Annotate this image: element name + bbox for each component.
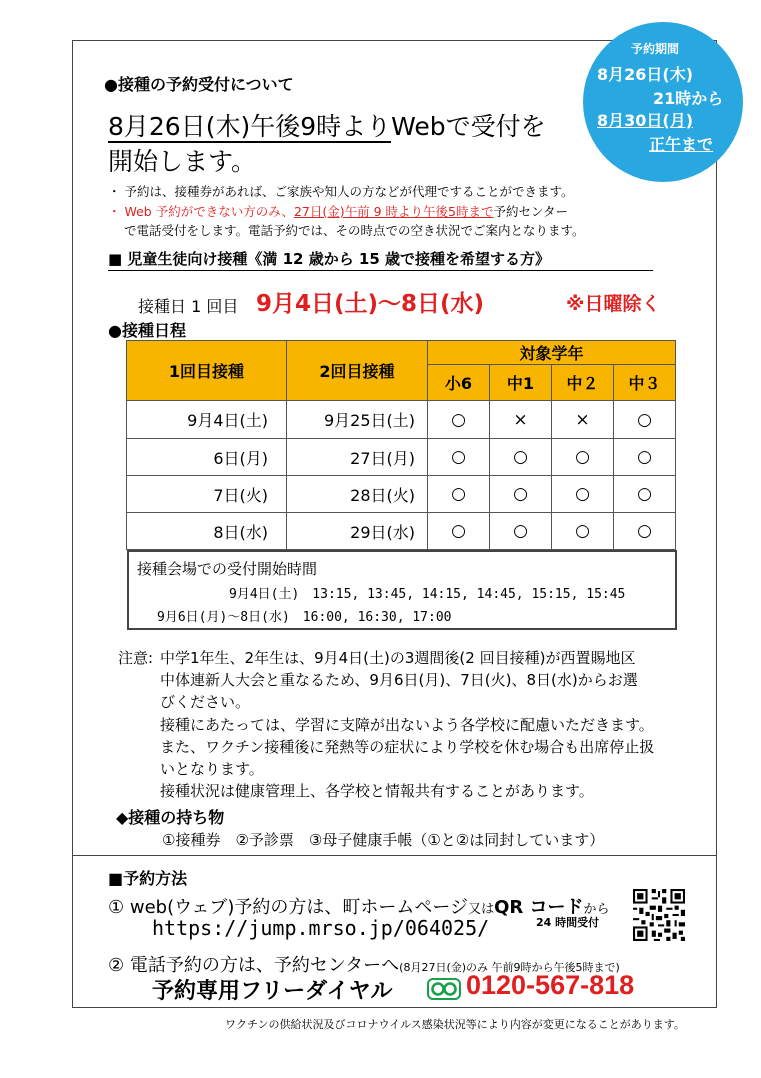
caution-line: また、ワクチン接種後に発熱等の症状により学校を休む場合も出席停止扱 xyxy=(160,738,655,756)
eligibility-mark: × xyxy=(490,401,552,439)
caution-line: 中体連新人大会と重なるため、9月6日(月)、7日(火)、8日(水)からお選 xyxy=(160,671,638,689)
first-dose-date: 9月4日(土) xyxy=(127,401,287,439)
reservation-url[interactable]: https://jump.mrso.jp/064025/ xyxy=(152,916,490,940)
phone-hours: (8月27日(金)のみ 午前9時から午後5時まで) xyxy=(399,961,620,974)
reception-time-heading: 接種会場での受付開始時間 xyxy=(137,560,318,578)
badge-line1: 8月26日(木) xyxy=(597,65,694,84)
web-24h: 24 時間受付 xyxy=(536,916,600,929)
section-divider xyxy=(72,855,717,856)
note-phone-red: ・ Web 予約ができない方のみ、 xyxy=(108,204,294,219)
badge-line2: 21時から xyxy=(653,89,724,108)
web-from: から xyxy=(583,902,610,917)
caution-label: 注意: xyxy=(118,649,154,667)
first-dose-date: 8日(水) xyxy=(127,513,287,550)
eligibility-mark: ○ xyxy=(614,401,676,439)
table-row xyxy=(127,439,676,476)
reception-time-line2: 9月6日(月)～8日(水) 16:00, 16:30, 17:00 xyxy=(157,610,452,625)
eligibility-mark: ○ xyxy=(428,513,490,550)
schedule-heading: ●接種日程 xyxy=(108,321,186,340)
headline-line1 xyxy=(108,107,546,143)
phone-text: 電話予約の方は、予約センターへ xyxy=(129,955,400,976)
reservation-heading: ●接種の予約受付について xyxy=(104,75,294,94)
caution-line: 接種状況は健康管理上、各学校と情報共有することがあります。 xyxy=(160,782,594,800)
freedial-icon xyxy=(427,978,461,1000)
note-proxy: ・ 予約は、接種券があれば、ご家族や知人の方などが代理ですることができます。 xyxy=(108,184,574,199)
eligibility-mark: ○ xyxy=(490,476,552,513)
eligibility-mark: ○ xyxy=(490,513,552,550)
grade-header: 中２ xyxy=(552,365,614,401)
phone-number-marker: ② xyxy=(108,955,125,976)
grade-header: 小6 xyxy=(428,365,490,401)
table-row xyxy=(127,401,676,439)
caution-line: 中学1年生、2年生は、9月4日(土)の3週間後(2 回目接種)が西置賜地区 xyxy=(160,649,636,667)
grade-header: 中３ xyxy=(614,365,676,401)
second-dose-date: 27日(月) xyxy=(287,439,428,476)
footer-note: ワクチンの供給状況及びコロナウイルス感染状況等により内容が変更になることがあります。 xyxy=(225,1018,685,1031)
table-row xyxy=(127,476,676,513)
badge-title: 予約期間 xyxy=(631,42,680,56)
eligibility-mark: ○ xyxy=(428,476,490,513)
note-phone-rest: 予約センター xyxy=(493,204,568,219)
table-row xyxy=(127,513,676,550)
first-dose-date: 6日(月) xyxy=(127,439,287,476)
qr-code-icon[interactable] xyxy=(633,889,685,941)
eligibility-mark: ○ xyxy=(552,439,614,476)
belongings-heading: ◆接種の持ち物 xyxy=(116,808,225,827)
header-second-dose: 2回目接種 xyxy=(287,341,428,401)
eligibility-mark: ○ xyxy=(552,513,614,550)
eligibility-mark: ○ xyxy=(428,439,490,476)
note-phone-date: 27日(金)午前 9 時より午後5時まで xyxy=(293,204,494,219)
web-number: ① xyxy=(108,897,125,918)
schedule-table xyxy=(126,340,676,550)
eligibility-mark: ○ xyxy=(614,513,676,550)
headline-line2: 開始します。 xyxy=(108,147,257,176)
note-phone-cont: で電話受付をします。電話予約では、その時点での空き状況でご案内となります。 xyxy=(124,223,585,238)
web-text: web(ウェブ)予約の方は、町ホームページ xyxy=(129,897,469,918)
headline-rest: Webで受付を xyxy=(391,112,546,141)
second-dose-date: 28日(火) xyxy=(287,476,428,513)
eligibility-mark: ○ xyxy=(614,476,676,513)
second-dose-date: 9月25日(土) xyxy=(287,401,428,439)
grade-header: 中1 xyxy=(490,365,552,401)
caution-line: 接種にあたっては、学習に支障が出ないよう各学校に配慮いただきます。 xyxy=(160,716,654,734)
eligibility-mark: ○ xyxy=(552,476,614,513)
freedial-label: 予約専用フリーダイヤル xyxy=(152,979,393,1004)
vaccination-date-value: 9月4日(土)～8日(水) xyxy=(256,291,485,317)
second-dose-date: 29日(水) xyxy=(287,513,428,550)
header-target-grade: 対象学年 xyxy=(428,341,676,365)
badge-line3: 8月30日(月) xyxy=(597,111,694,130)
badge-line4: 正午まで xyxy=(649,135,714,154)
header-first-dose: 1回目接種 xyxy=(127,341,287,401)
eligibility-mark: × xyxy=(552,401,614,439)
web-qr: QR コード xyxy=(494,897,584,918)
eligibility-mark: ○ xyxy=(490,439,552,476)
reservation-period-badge xyxy=(583,22,743,182)
vaccination-date-label: 接種日 1 回目 xyxy=(138,297,239,316)
reception-time-box xyxy=(127,550,677,630)
caution-line: びください。 xyxy=(160,693,251,711)
belongings-items: ①接種券 ②予診票 ③母子健康手帳（①と②は同封しています） xyxy=(162,831,605,849)
headline-date: 8月26日(木)午後9時より xyxy=(108,112,392,141)
students-heading: ■ 児童生徒向け接種《満 12 歳から 15 歳で接種を希望する方》 xyxy=(108,248,653,271)
first-dose-date: 7日(火) xyxy=(127,476,287,513)
note-phone xyxy=(108,202,568,220)
caution-line: いとなります。 xyxy=(160,760,264,778)
eligibility-mark: ○ xyxy=(428,401,490,439)
method-heading: ■予約方法 xyxy=(108,869,188,888)
web-or: 又は xyxy=(468,902,495,917)
reception-time-line1: 9月4日(土) 13:15, 13:45, 14:15, 14:45, 15:15, 15:45 xyxy=(229,587,626,602)
freedial-number[interactable]: 0120-567-818 xyxy=(466,970,635,1000)
vaccination-date-note: ※日曜除く xyxy=(566,293,661,315)
eligibility-mark: ○ xyxy=(614,439,676,476)
